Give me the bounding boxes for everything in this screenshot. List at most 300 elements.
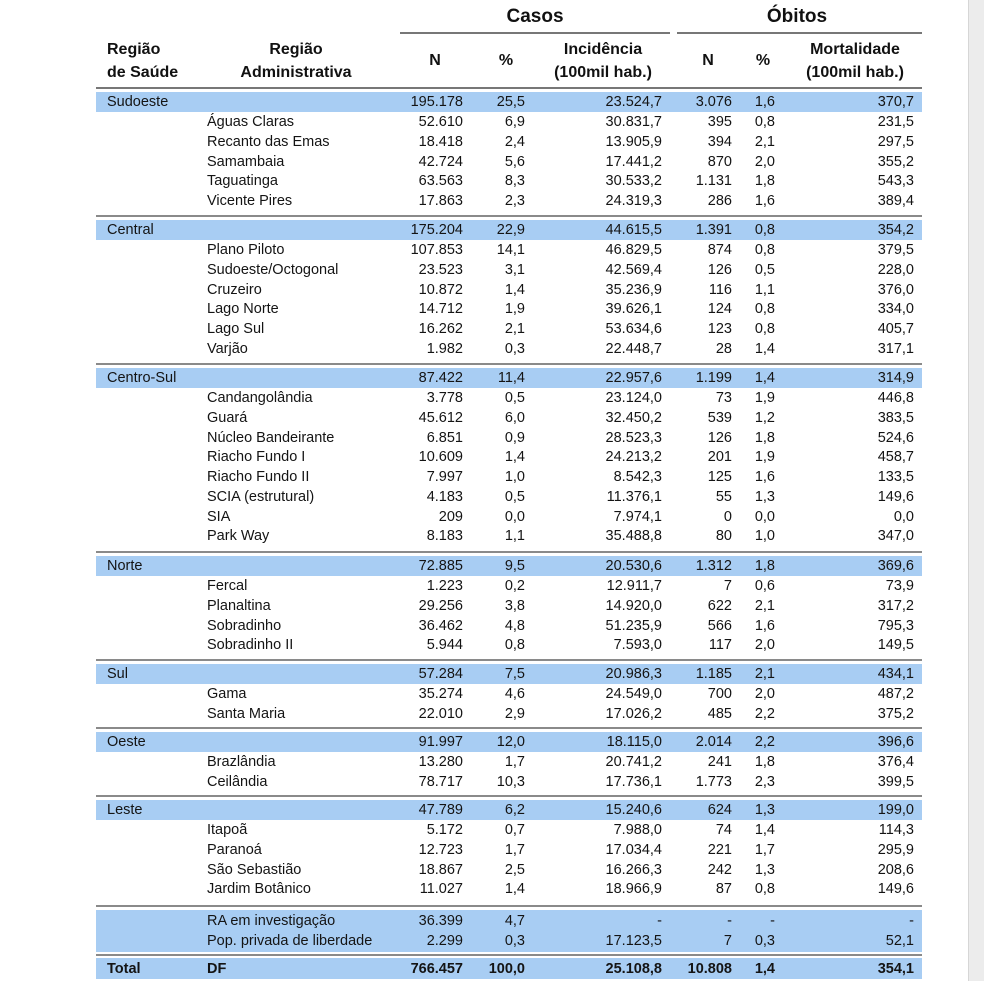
ra-row-incidencia: 20.741,2 [605, 754, 662, 770]
ra-row-incidencia: 24.549,0 [605, 686, 662, 702]
ra-row-pct-obitos: 2,3 [754, 773, 775, 790]
ra-name: Jardim Botânico [207, 881, 311, 898]
total-pct-casos: 100,0 [488, 961, 525, 977]
ra-row-n-obitos: 73 [715, 390, 732, 406]
ra-row-n-obitos: 1.773 [695, 773, 732, 790]
ra-row-incidencia: 39.626,1 [605, 301, 662, 318]
ra-name: Vicente Pires [207, 193, 293, 209]
ra-row-pct-casos: 10,3 [496, 773, 525, 790]
ra-row-n-casos: 52.610 [418, 114, 463, 130]
ra-row-pct-obitos: 1,7 [754, 841, 775, 858]
ra-row-n-casos: 18.867 [418, 861, 463, 878]
ra-row-mortalidade: 376,0 [877, 281, 914, 298]
extra-row-n-obitos: 7 [723, 933, 732, 949]
ra-name: Samambaia [207, 153, 285, 170]
ra-row-mortalidade: 317,2 [877, 597, 914, 614]
ra-row-pct-obitos: 1,3 [754, 488, 775, 505]
ra-name: Riacho Fundo I [207, 449, 306, 466]
ra-row-n-obitos: 395 [707, 114, 732, 130]
ra-row-n-casos: 5.944 [426, 637, 463, 654]
ra-row-n-casos: 63.563 [418, 173, 463, 190]
ra-row-mortalidade: 228,0 [877, 261, 914, 278]
region-summary-pct-obitos: 1,6 [754, 94, 775, 110]
ra-row-mortalidade: 347,0 [877, 528, 914, 545]
ra-row-pct-casos: 6,9 [504, 114, 525, 130]
group-separator [96, 727, 922, 729]
ra-row-mortalidade: 114,3 [878, 822, 914, 838]
ra-row-pct-casos: 1,4 [504, 881, 525, 898]
ra-row-n-obitos: 1.131 [695, 173, 732, 190]
ra-row-n-obitos: 28 [715, 340, 732, 357]
ra-row-pct-obitos: 2,1 [754, 597, 775, 614]
ra-row-incidencia: 23.124,0 [605, 390, 662, 406]
ra-row-mortalidade: 375,2 [877, 705, 914, 722]
ra-name: Candangolândia [207, 390, 313, 406]
ra-row-n-obitos: 870 [707, 153, 732, 170]
ra-row-n-obitos: 539 [707, 409, 732, 426]
ra-row-pct-obitos: 1,3 [754, 861, 775, 878]
region-summary-mortalidade: 354,2 [877, 222, 914, 238]
ra-row-mortalidade: 334,0 [877, 301, 914, 318]
ra-row-n-obitos: 55 [715, 488, 732, 505]
obitos-group-header: Óbitos [766, 6, 828, 27]
casos-group-header: Casos [506, 6, 564, 27]
region-summary-pct-casos: 6,2 [504, 802, 525, 818]
ra-row-incidencia: 22.448,7 [605, 340, 662, 357]
header-pct-casos: % [498, 52, 514, 69]
ra-row-n-casos: 22.010 [418, 705, 463, 722]
ra-row-pct-obitos: 1,6 [754, 193, 775, 209]
header-incidencia-line2: (100mil hab.) [554, 64, 652, 81]
ra-row-mortalidade: 208,6 [877, 861, 914, 878]
total-n-casos: 766.457 [410, 961, 463, 977]
total-ra-label: DF [207, 961, 227, 977]
ra-row-n-obitos: 286 [707, 193, 732, 209]
ra-row-incidencia: 51.235,9 [605, 617, 662, 634]
ra-row-incidencia: 17.026,2 [605, 705, 662, 722]
extra-row-incidencia: 17.123,5 [605, 933, 662, 949]
ra-row-pct-obitos: 1,6 [754, 617, 775, 634]
ra-name: Itapoã [207, 822, 248, 838]
group-separator [96, 363, 922, 365]
ra-name: Gama [207, 686, 247, 702]
region-summary-incidencia: 22.957,6 [605, 370, 662, 386]
header-regiao-admin-line1: Região [269, 41, 323, 58]
ra-row-pct-obitos: 2,0 [754, 153, 775, 170]
extra-row-mortalidade: 52,1 [885, 933, 914, 949]
ra-row-n-obitos: 874 [707, 242, 732, 258]
ra-name: Recanto das Emas [207, 133, 330, 150]
ra-row-pct-casos: 3,8 [504, 597, 525, 614]
ra-row-pct-obitos: 0,8 [754, 321, 775, 337]
ra-row-n-obitos: 700 [707, 686, 732, 702]
ra-row-n-casos: 11.027 [419, 881, 463, 898]
ra-row-pct-casos: 1,4 [504, 281, 525, 298]
ra-row-pct-obitos: 1,2 [754, 409, 775, 426]
header-mortalidade-line2: (100mil hab.) [806, 64, 904, 81]
total-pct-obitos: 1,4 [754, 961, 775, 977]
ra-row-n-obitos: 7 [723, 578, 732, 594]
ra-name: Águas Claras [207, 114, 295, 130]
ra-row-incidencia: 11.376,1 [606, 488, 662, 505]
group-separator [96, 905, 922, 907]
ra-row-incidencia: 24.213,2 [605, 449, 662, 466]
total-mortalidade: 354,1 [877, 961, 914, 977]
ra-row-mortalidade: 149,5 [877, 637, 914, 654]
region-label: Oeste [107, 734, 146, 750]
region-summary-pct-casos: 22,9 [496, 222, 525, 238]
ra-name: São Sebastião [207, 861, 302, 878]
ra-row-pct-casos: 0,8 [504, 637, 525, 654]
ra-row-mortalidade: 389,4 [877, 193, 914, 209]
ra-row-n-casos: 5.172 [426, 822, 463, 838]
region-summary-mortalidade: 199,0 [877, 802, 914, 818]
ra-row-n-casos: 1.223 [426, 578, 463, 594]
region-summary-n-obitos: 1.391 [695, 222, 732, 238]
ra-row-incidencia: 17.441,2 [605, 153, 662, 170]
ra-row-pct-casos: 1,0 [504, 469, 525, 485]
ra-row-pct-obitos: 1,4 [754, 822, 775, 838]
ra-row-incidencia: 46.829,5 [605, 242, 662, 258]
total-separator [96, 954, 922, 956]
ra-name: SIA [207, 508, 231, 525]
ra-row-mortalidade: 487,2 [877, 686, 914, 702]
ra-row-pct-casos: 1,9 [504, 301, 525, 318]
ra-row-n-casos: 10.609 [418, 449, 463, 466]
ra-row-pct-casos: 2,3 [504, 193, 525, 209]
region-summary-pct-obitos: 2,2 [754, 734, 775, 750]
ra-row-n-casos: 3.778 [426, 390, 463, 406]
region-summary-n-obitos: 1.312 [695, 558, 732, 574]
ra-row-pct-obitos: 0,8 [754, 301, 775, 318]
ra-row-mortalidade: 149,6 [877, 881, 914, 898]
ra-row-pct-obitos: 0,6 [754, 578, 775, 594]
ra-row-n-casos: 45.612 [418, 409, 463, 426]
ra-row-pct-casos: 14,1 [496, 242, 525, 258]
region-summary-pct-obitos: 1,4 [754, 370, 775, 386]
ra-row-pct-obitos: 1,9 [754, 449, 775, 466]
ra-row-n-casos: 17.863 [418, 193, 463, 209]
ra-row-incidencia: 30.533,2 [605, 173, 662, 190]
ra-row-pct-casos: 4,6 [504, 686, 525, 702]
extra-row-n-casos: 2.299 [426, 933, 463, 949]
ra-row-n-obitos: 0 [723, 508, 732, 525]
ra-name: Park Way [207, 528, 270, 545]
group-separator [96, 551, 922, 553]
header-regiao-admin-line2: Administrativa [240, 64, 352, 81]
ra-row-incidencia: 30.831,7 [605, 114, 662, 130]
ra-row-mortalidade: 73,9 [885, 578, 914, 594]
ra-row-incidencia: 18.966,9 [605, 881, 662, 898]
total-n-obitos: 10.808 [687, 961, 732, 977]
ra-row-n-obitos: 566 [707, 617, 732, 634]
ra-row-n-casos: 16.262 [418, 321, 463, 337]
group-separator [96, 659, 922, 661]
scrollbar-track[interactable] [968, 0, 984, 981]
region-label: Sul [107, 666, 128, 682]
region-label: Sudoeste [107, 94, 169, 110]
ra-row-incidencia: 28.523,3 [605, 429, 662, 446]
ra-name: Lago Sul [207, 321, 265, 337]
ra-row-n-obitos: 124 [707, 301, 732, 318]
ra-row-incidencia: 35.488,8 [605, 528, 662, 545]
region-summary-n-casos: 47.789 [418, 802, 463, 818]
ra-row-incidencia: 13.905,9 [605, 133, 662, 150]
ra-row-mortalidade: 376,4 [877, 754, 914, 770]
ra-row-mortalidade: 231,5 [877, 114, 914, 130]
ra-row-mortalidade: 795,3 [877, 617, 914, 634]
ra-row-pct-obitos: 1,0 [754, 528, 775, 545]
region-label: Norte [107, 558, 143, 574]
ra-row-incidencia: 17.034,4 [605, 841, 662, 858]
extra-row-incidencia: - [657, 913, 662, 929]
ra-name: Sobradinho [207, 617, 282, 634]
extra-row-pct-obitos: - [770, 913, 775, 929]
ra-row-mortalidade: 297,5 [877, 133, 914, 150]
ra-name: Fercal [207, 578, 248, 594]
ra-row-n-casos: 13.280 [418, 754, 463, 770]
ra-row-pct-casos: 2,5 [504, 861, 525, 878]
ra-row-n-casos: 7.997 [426, 469, 463, 485]
ra-row-n-casos: 29.256 [418, 597, 463, 614]
ra-name: SCIA (estrutural) [207, 488, 315, 505]
ra-row-pct-casos: 0,5 [504, 488, 525, 505]
ra-row-n-casos: 6.851 [426, 429, 463, 446]
group-separator [96, 215, 922, 217]
ra-row-pct-casos: 6,0 [504, 409, 525, 426]
ra-row-incidencia: 42.569,4 [605, 261, 662, 278]
region-summary-pct-obitos: 1,8 [754, 558, 775, 574]
extra-row-pct-casos: 4,7 [504, 913, 525, 929]
region-summary-incidencia: 20.986,3 [605, 666, 662, 682]
ra-row-pct-casos: 0,0 [504, 508, 525, 525]
ra-row-n-obitos: 80 [715, 528, 732, 545]
region-summary-n-obitos: 2.014 [695, 734, 732, 750]
ra-name: Taguatinga [207, 173, 278, 190]
total-incidencia: 25.108,8 [605, 961, 662, 977]
ra-name: Varjão [207, 340, 248, 357]
ra-name: Núcleo Bandeirante [207, 429, 335, 446]
ra-row-mortalidade: 317,1 [877, 340, 914, 357]
ra-row-pct-obitos: 1,6 [754, 469, 775, 485]
ra-name: Cruzeiro [207, 281, 262, 298]
header-pct-obitos: % [755, 52, 771, 69]
ra-row-pct-casos: 0,5 [504, 390, 525, 406]
ra-row-n-obitos: 241 [707, 754, 732, 770]
region-summary-incidencia: 20.530,6 [605, 558, 662, 574]
ra-row-n-obitos: 485 [707, 705, 732, 722]
region-summary-n-casos: 91.997 [418, 734, 463, 750]
ra-row-pct-casos: 8,3 [504, 173, 525, 190]
ra-row-n-casos: 14.712 [418, 301, 463, 318]
region-summary-mortalidade: 314,9 [877, 370, 914, 386]
ra-row-pct-casos: 2,9 [504, 705, 525, 722]
ra-row-pct-casos: 3,1 [504, 261, 525, 278]
ra-row-n-casos: 1.982 [426, 340, 463, 357]
ra-row-incidencia: 17.736,1 [605, 773, 662, 790]
ra-row-mortalidade: 405,7 [877, 321, 914, 337]
ra-row-n-casos: 107.853 [410, 242, 463, 258]
region-summary-pct-casos: 11,4 [497, 370, 525, 386]
region-summary-pct-casos: 25,5 [496, 94, 525, 110]
extra-row-name: Pop. privada de liberdade [207, 933, 373, 949]
ra-name: Plano Piloto [207, 242, 285, 258]
region-summary-n-obitos: 624 [707, 802, 732, 818]
header-n-obitos: N [702, 52, 714, 69]
ra-row-incidencia: 35.236,9 [605, 281, 662, 298]
region-summary-mortalidade: 370,7 [877, 94, 914, 110]
ra-row-pct-casos: 0,2 [504, 578, 525, 594]
ra-row-n-obitos: 125 [707, 469, 732, 485]
ra-row-incidencia: 24.319,3 [605, 193, 662, 209]
ra-row-pct-obitos: 1,4 [754, 340, 775, 357]
ra-row-incidencia: 12.911,7 [606, 578, 662, 594]
region-summary-incidencia: 44.615,5 [605, 222, 662, 238]
region-label: Centro-Sul [107, 370, 177, 386]
ra-row-pct-obitos: 1,8 [754, 173, 775, 190]
ra-row-pct-casos: 1,1 [504, 528, 525, 545]
ra-row-n-obitos: 126 [707, 261, 732, 278]
region-summary-n-obitos: 1.185 [695, 666, 732, 682]
region-summary-n-casos: 175.204 [410, 222, 463, 238]
header-incidencia-line1: Incidência [563, 41, 643, 58]
region-summary-pct-obitos: 2,1 [754, 666, 775, 682]
ra-row-n-casos: 4.183 [426, 488, 463, 505]
ra-row-pct-obitos: 1,1 [754, 281, 775, 298]
ra-row-pct-obitos: 0,5 [754, 261, 775, 278]
ra-row-pct-obitos: 2,0 [754, 637, 775, 654]
ra-row-n-casos: 18.418 [418, 133, 463, 150]
header-mortalidade-line1: Mortalidade [810, 41, 900, 58]
ra-name: Sudoeste/Octogonal [207, 261, 339, 278]
ra-row-pct-casos: 1,7 [504, 754, 525, 770]
ra-row-n-obitos: 87 [715, 881, 732, 898]
ra-row-mortalidade: 149,6 [877, 488, 914, 505]
header-regiao-saude-line1: Região [107, 41, 161, 58]
ra-row-n-casos: 8.183 [426, 528, 463, 545]
ra-row-pct-obitos: 1,8 [754, 754, 775, 770]
ra-row-incidencia: 7.988,0 [613, 822, 662, 838]
ra-row-n-casos: 10.872 [418, 281, 463, 298]
region-summary-n-casos: 87.422 [418, 370, 463, 386]
ra-row-mortalidade: 379,5 [877, 242, 914, 258]
ra-row-n-obitos: 126 [707, 429, 732, 446]
region-label: Central [107, 222, 154, 238]
region-summary-pct-obitos: 1,3 [754, 802, 775, 818]
region-summary-incidencia: 15.240,6 [605, 802, 662, 818]
ra-row-pct-obitos: 2,0 [754, 686, 775, 702]
ra-row-incidencia: 7.974,1 [613, 508, 662, 525]
region-label: Leste [107, 802, 143, 818]
ra-row-mortalidade: 133,5 [877, 469, 914, 485]
ra-row-incidencia: 53.634,6 [605, 321, 662, 337]
ra-row-pct-casos: 0,7 [504, 822, 525, 838]
ra-row-n-obitos: 117 [708, 637, 732, 654]
ra-row-n-obitos: 116 [708, 281, 732, 298]
region-summary-n-casos: 72.885 [418, 558, 463, 574]
ra-row-pct-obitos: 0,8 [754, 242, 775, 258]
obitos-group-underline [677, 32, 922, 34]
casos-group-underline [400, 32, 670, 34]
ra-row-mortalidade: 446,8 [877, 390, 914, 406]
ra-row-pct-obitos: 0,8 [754, 114, 775, 130]
ra-name: Planaltina [207, 597, 271, 614]
ra-name: Paranoá [207, 841, 262, 858]
ra-row-pct-obitos: 1,8 [754, 429, 775, 446]
ra-row-n-obitos: 394 [707, 133, 732, 150]
ra-row-pct-casos: 5,6 [504, 153, 525, 170]
ra-row-n-obitos: 221 [707, 841, 732, 858]
group-separator [96, 795, 922, 797]
header-n-casos: N [429, 52, 441, 69]
region-summary-pct-obitos: 0,8 [754, 222, 775, 238]
ra-row-pct-casos: 1,7 [504, 841, 525, 858]
header-bottom-rule [96, 87, 922, 89]
header-regiao-saude-line2: de Saúde [107, 64, 179, 81]
ra-name: Sobradinho II [207, 637, 294, 654]
ra-name: Lago Norte [207, 301, 279, 318]
region-summary-n-obitos: 1.199 [695, 370, 732, 386]
ra-row-mortalidade: 543,3 [877, 173, 914, 190]
ra-row-pct-obitos: 0,0 [754, 508, 775, 525]
ra-row-mortalidade: 399,5 [877, 773, 914, 790]
ra-row-n-obitos: 123 [707, 321, 732, 337]
extra-row-name: RA em investigação [207, 913, 336, 929]
extra-row-mortalidade: - [909, 913, 914, 929]
ra-row-n-obitos: 622 [707, 597, 732, 614]
ra-row-incidencia: 14.920,0 [605, 597, 662, 614]
ra-name: Santa Maria [207, 705, 286, 722]
ra-row-incidencia: 7.593,0 [613, 637, 662, 654]
ra-row-n-casos: 78.717 [418, 773, 463, 790]
ra-row-n-casos: 12.723 [418, 841, 463, 858]
region-summary-pct-casos: 7,5 [504, 666, 525, 682]
ra-row-mortalidade: 383,5 [877, 409, 914, 426]
region-summary-n-obitos: 3.076 [695, 94, 732, 110]
ra-row-mortalidade: 0,0 [893, 508, 914, 525]
ra-row-pct-casos: 0,9 [504, 429, 525, 446]
region-summary-pct-casos: 12,0 [496, 734, 525, 750]
extra-row-pct-casos: 0,3 [504, 933, 525, 949]
ra-row-incidencia: 16.266,3 [605, 861, 662, 878]
ra-row-pct-obitos: 1,9 [754, 390, 775, 406]
total-label: Total [107, 961, 141, 977]
extra-row-pct-obitos: 0,3 [754, 933, 775, 949]
ra-name: Guará [207, 409, 248, 426]
ra-row-pct-casos: 4,8 [504, 617, 525, 634]
ra-row-mortalidade: 524,6 [877, 429, 914, 446]
ra-row-pct-casos: 2,1 [504, 321, 525, 337]
ra-row-pct-obitos: 0,8 [754, 881, 775, 898]
ra-row-n-casos: 35.274 [418, 686, 463, 702]
ra-row-n-obitos: 242 [707, 861, 732, 878]
ra-row-pct-obitos: 2,1 [754, 133, 775, 150]
region-summary-mortalidade: 369,6 [877, 558, 914, 574]
ra-name: Brazlândia [207, 754, 276, 770]
region-summary-n-casos: 57.284 [418, 666, 463, 682]
ra-row-n-casos: 209 [438, 508, 463, 525]
ra-name: Riacho Fundo II [207, 469, 310, 485]
ra-row-n-casos: 23.523 [418, 261, 463, 278]
region-summary-n-casos: 195.178 [410, 94, 463, 110]
region-summary-pct-casos: 9,5 [504, 558, 525, 574]
ra-row-mortalidade: 458,7 [877, 449, 914, 466]
ra-row-n-obitos: 74 [715, 822, 732, 838]
ra-row-pct-casos: 1,4 [504, 449, 525, 466]
ra-row-incidencia: 8.542,3 [613, 469, 662, 485]
extra-row-n-obitos: - [727, 913, 732, 929]
ra-row-pct-casos: 0,3 [504, 340, 525, 357]
